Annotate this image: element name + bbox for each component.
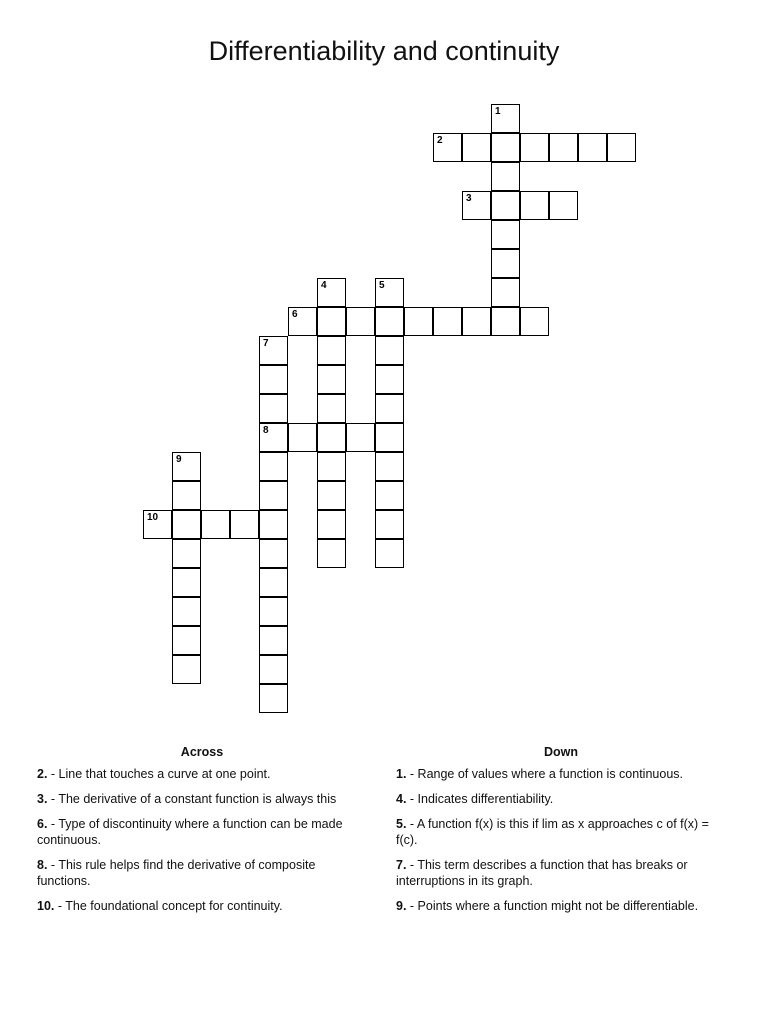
crossword-cell[interactable] [520,191,549,220]
crossword-cell[interactable] [172,510,201,539]
crossword-cell[interactable] [375,481,404,510]
crossword-cell[interactable] [230,510,259,539]
crossword-cell[interactable] [375,365,404,394]
crossword-cell[interactable] [259,626,288,655]
crossword-cell[interactable] [375,510,404,539]
crossword-cell[interactable] [317,307,346,336]
cell-number: 3 [466,193,472,204]
crossword-cell[interactable] [172,568,201,597]
clue-text: - Type of discontinuity where a function can be made continuous. [37,817,343,847]
crossword-cell[interactable] [259,655,288,684]
crossword-cell[interactable] [259,539,288,568]
crossword-cell[interactable] [288,423,317,452]
across-clue [37,791,367,807]
clue-number: 10. [37,899,55,913]
crossword-cell[interactable] [317,423,346,452]
page-title: Differentiability and continuity [208,36,560,66]
crossword-cell[interactable] [172,597,201,626]
crossword-cell[interactable] [259,365,288,394]
crossword-cell[interactable] [317,394,346,423]
down-clue [396,766,726,782]
crossword-cell[interactable] [520,133,549,162]
crossword-cell[interactable] [317,336,346,365]
crossword-cell[interactable] [317,481,346,510]
crossword-cell[interactable] [375,539,404,568]
crossword-cell[interactable] [259,568,288,597]
crossword-cell[interactable] [259,452,288,481]
crossword-cell[interactable] [375,452,404,481]
crossword-cell[interactable] [491,307,520,336]
crossword-cell[interactable] [317,278,346,307]
clue-text: - The derivative of a constant function is always this [47,792,337,806]
clue-number: 9. [396,899,407,913]
crossword-cell[interactable] [375,307,404,336]
crossword-cell[interactable] [549,191,578,220]
down-heading: Down [543,745,579,759]
crossword-cell[interactable] [491,162,520,191]
crossword-cell[interactable] [375,423,404,452]
crossword-cell[interactable] [317,510,346,539]
crossword-cell[interactable] [288,307,317,336]
clue-text: - Line that touches a curve at one point. [47,767,271,781]
clue-text: - Indicates differentiability. [406,792,554,806]
clue-number: 3. [37,792,48,806]
clue-number: 7. [396,858,407,872]
crossword-cell[interactable] [259,336,288,365]
crossword-cell[interactable] [375,336,404,365]
down-clue-list [396,766,726,914]
crossword-cell[interactable] [201,510,230,539]
clue-text: - This rule helps find the derivative of composite functions. [37,858,316,888]
crossword-cell[interactable] [317,539,346,568]
cell-number: 6 [292,309,298,320]
across-heading: Across [180,745,224,759]
crossword-cell[interactable] [172,626,201,655]
down-clues [396,744,726,923]
crossword-cell[interactable] [346,307,375,336]
down-clue [396,857,726,889]
clue-number: 8. [37,858,48,872]
crossword-cell[interactable] [433,133,462,162]
down-clue [396,816,726,848]
cell-number: 7 [263,338,269,349]
crossword-cell[interactable] [375,278,404,307]
crossword-cell[interactable] [491,104,520,133]
crossword-cell[interactable] [491,249,520,278]
across-clue [37,857,367,889]
crossword-cell[interactable] [259,510,288,539]
across-clue [37,766,367,782]
down-clue [396,898,726,914]
cell-number: 2 [437,135,443,146]
cell-number: 10 [147,512,159,523]
cell-number: 8 [263,425,269,436]
crossword-cell[interactable] [259,394,288,423]
across-clue [37,816,367,848]
clue-number: 1. [396,767,407,781]
crossword-cell[interactable] [172,481,201,510]
crossword-cell[interactable] [433,307,462,336]
crossword-cell[interactable] [172,539,201,568]
clue-number: 2. [37,767,48,781]
crossword-cell[interactable] [520,307,549,336]
across-clue-list [37,766,367,914]
crossword-cell[interactable] [462,133,491,162]
crossword-cell[interactable] [578,133,607,162]
crossword-cell[interactable] [549,133,578,162]
crossword-cell[interactable] [346,423,375,452]
cell-number: 4 [321,280,327,291]
down-clue [396,791,726,807]
crossword-cell[interactable] [607,133,636,162]
crossword-cell[interactable] [172,452,201,481]
crossword-cell[interactable] [259,481,288,510]
crossword-cell[interactable] [491,133,520,162]
crossword-cell[interactable] [491,191,520,220]
crossword-cell[interactable] [491,278,520,307]
crossword-cell[interactable] [317,452,346,481]
crossword-cell[interactable] [462,191,491,220]
cell-number: 5 [379,280,385,291]
clue-number: 4. [396,792,407,806]
crossword-cell[interactable] [317,365,346,394]
clue-text: - Range of values where a function is continuous. [406,767,683,781]
across-clue [37,898,367,914]
clue-text: - Points where a function might not be differentiable. [406,899,699,913]
crossword-cell[interactable] [143,510,172,539]
clue-number: 5. [396,817,407,831]
clue-text: - This term describes a function that has breaks or interruptions in its graph. [396,858,688,888]
cell-number: 9 [176,454,182,465]
crossword-cell[interactable] [404,307,433,336]
across-clues [37,744,367,923]
crossword-cell[interactable] [462,307,491,336]
crossword-cell[interactable] [259,684,288,713]
crossword-cell[interactable] [375,394,404,423]
clue-text: - The foundational concept for continuity. [54,899,283,913]
clue-number: 6. [37,817,48,831]
clue-text: - A function f(x) is this if lim as x approaches c of f(x) = f(c). [396,817,709,847]
cell-number: 1 [495,106,501,117]
crossword-cell[interactable] [172,655,201,684]
crossword-cell[interactable] [259,423,288,452]
crossword-cell[interactable] [259,597,288,626]
crossword-cell[interactable] [491,220,520,249]
